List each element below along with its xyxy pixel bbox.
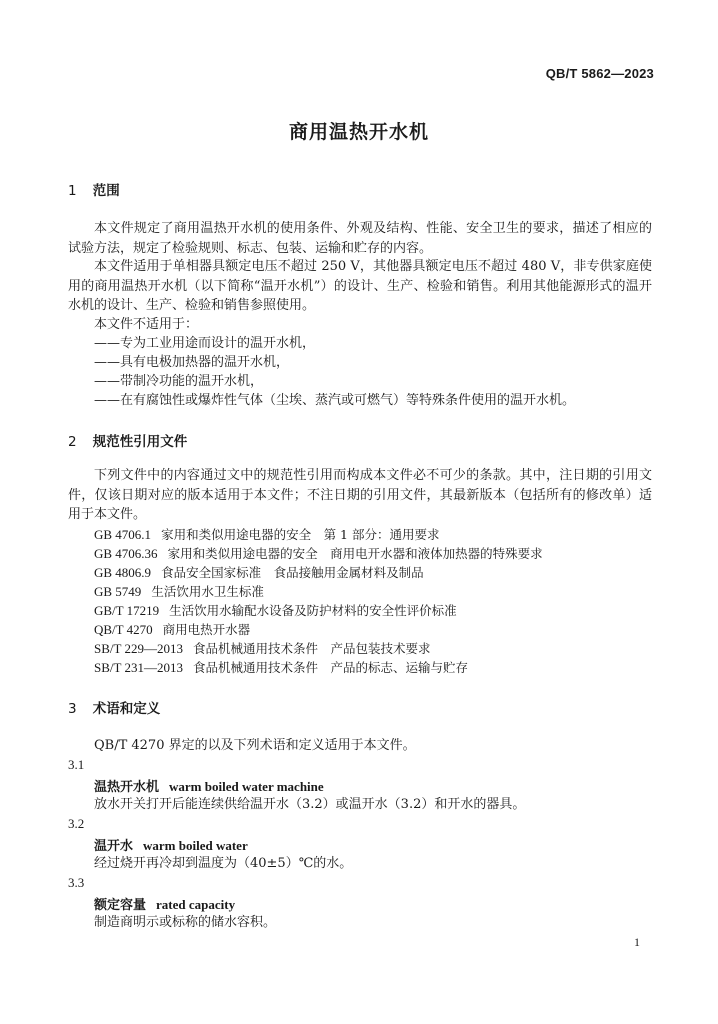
page-number: 1 <box>634 935 640 949</box>
reference-title: 商用电热开水器 <box>162 622 251 637</box>
section-number: 2 <box>68 434 77 450</box>
section-3-heading <box>68 697 160 717</box>
scope-paragraph-1: 本文件规定了商用温热开水机的使用条件、外观及结构、性能、安全卫生的要求，描述了相应的试验方法，规定了检验规则、标志、包装、运输和贮存的内容。 <box>68 221 652 256</box>
term-zh: 温开水 <box>94 839 134 854</box>
section-title: 范围 <box>92 183 120 199</box>
term-heading <box>94 776 324 795</box>
reference-item <box>94 639 430 658</box>
section-1-heading <box>68 179 120 199</box>
reference-code: GB 4706.1 <box>94 527 152 542</box>
scope-paragraph-2: 本文件适用于单相器具额定电压不超过 250 V，其他器具额定电压不超过 480 V，非专供家庭使用的商用温热开水机（以下简称“温开水机”）的设计、生产、检验和销售。利用其他能源形式的温开水机的设计、生产、检验和销售参照使用。 <box>68 259 652 313</box>
term-zh: 温热开水机 <box>94 780 160 795</box>
term-en: rated capacity <box>156 897 236 912</box>
reference-title: 食品机械通用技术条件 产品包装技术要求 <box>192 641 431 656</box>
reference-item <box>94 525 439 544</box>
section-title: 规范性引用文件 <box>92 434 188 450</box>
reference-code: GB 4806.9 <box>94 565 152 580</box>
reference-title: 食品安全国家标准 食品接触用金属材料及制品 <box>161 565 424 580</box>
term-en: warm boiled water machine <box>169 779 324 794</box>
exclusion-item: ——具有电极加热器的温开水机， <box>94 355 290 370</box>
reference-code: GB/T 17219 <box>94 603 160 618</box>
section-number: 1 <box>68 183 77 199</box>
terms-intro: QB/T 4270 界定的以及下列术语和定义适用于本文件。 <box>94 738 416 753</box>
reference-item <box>94 620 250 639</box>
term-zh: 额定容量 <box>94 898 147 913</box>
term-heading <box>94 894 235 913</box>
reference-title: 生活饮用水输配水设备及防护材料的安全性评价标准 <box>169 603 457 618</box>
reference-title: 家用和类似用途电器的安全 第 1 部分：通用要求 <box>161 527 440 542</box>
section-number: 3 <box>68 701 77 717</box>
page-title: 商用温热开水机 <box>288 121 429 143</box>
exclusion-item: ——专为工业用途而设计的温开水机， <box>94 336 316 351</box>
section-2-heading <box>68 430 187 450</box>
standard-code: QB/T 5862—2023 <box>545 66 654 81</box>
term-en: warm boiled water <box>143 838 248 853</box>
term-number: 3.3 <box>68 875 85 890</box>
term-heading <box>94 835 248 854</box>
term-number: 3.1 <box>68 757 85 772</box>
reference-title: 食品机械通用技术条件 产品的标志、运输与贮存 <box>192 660 468 675</box>
term-definition: 经过烧开再冷却到温度为（40±5）℃的水。 <box>94 856 353 871</box>
term-number: 3.2 <box>68 816 85 831</box>
reference-code: GB 4706.36 <box>94 546 158 561</box>
reference-item <box>94 601 457 620</box>
term-definition: 制造商明示或标称的储水容积。 <box>94 915 277 930</box>
exclusion-item: ——带制冷功能的温开水机， <box>94 374 264 389</box>
reference-code: QB/T 4270 <box>94 622 153 637</box>
reference-item <box>94 544 543 563</box>
section-title: 术语和定义 <box>92 701 161 717</box>
reference-title: 生活饮用水卫生标准 <box>151 584 264 599</box>
reference-title: 家用和类似用途电器的安全 商用电开水器和液体加热器的特殊要求 <box>167 546 543 561</box>
reference-item <box>94 563 424 582</box>
reference-item <box>94 582 264 601</box>
term-definition: 放水开关打开后能连续供给温开水（3.2）或温开水（3.2）和开水的器具。 <box>94 797 526 812</box>
reference-code: SB/T 229—2013 <box>94 641 183 656</box>
reference-code: SB/T 231—2013 <box>94 660 183 675</box>
refs-intro: 下列文件中的内容通过文中的规范性引用而构成本文件必不可少的条款。其中，注日期的引用文件，仅该日期对应的版本适用于本文件；不注日期的引用文件，其最新版本（包括所有的修改单）适用于本文件。 <box>68 468 652 522</box>
reference-code: GB 5749 <box>94 584 142 599</box>
reference-item <box>94 658 468 677</box>
exclusion-item: ——在有腐蚀性或爆炸性气体（尘埃、蒸汽或可燃气）等特殊条件使用的温开水机。 <box>94 393 576 408</box>
scope-paragraph-3: 本文件不适用于： <box>94 317 199 332</box>
